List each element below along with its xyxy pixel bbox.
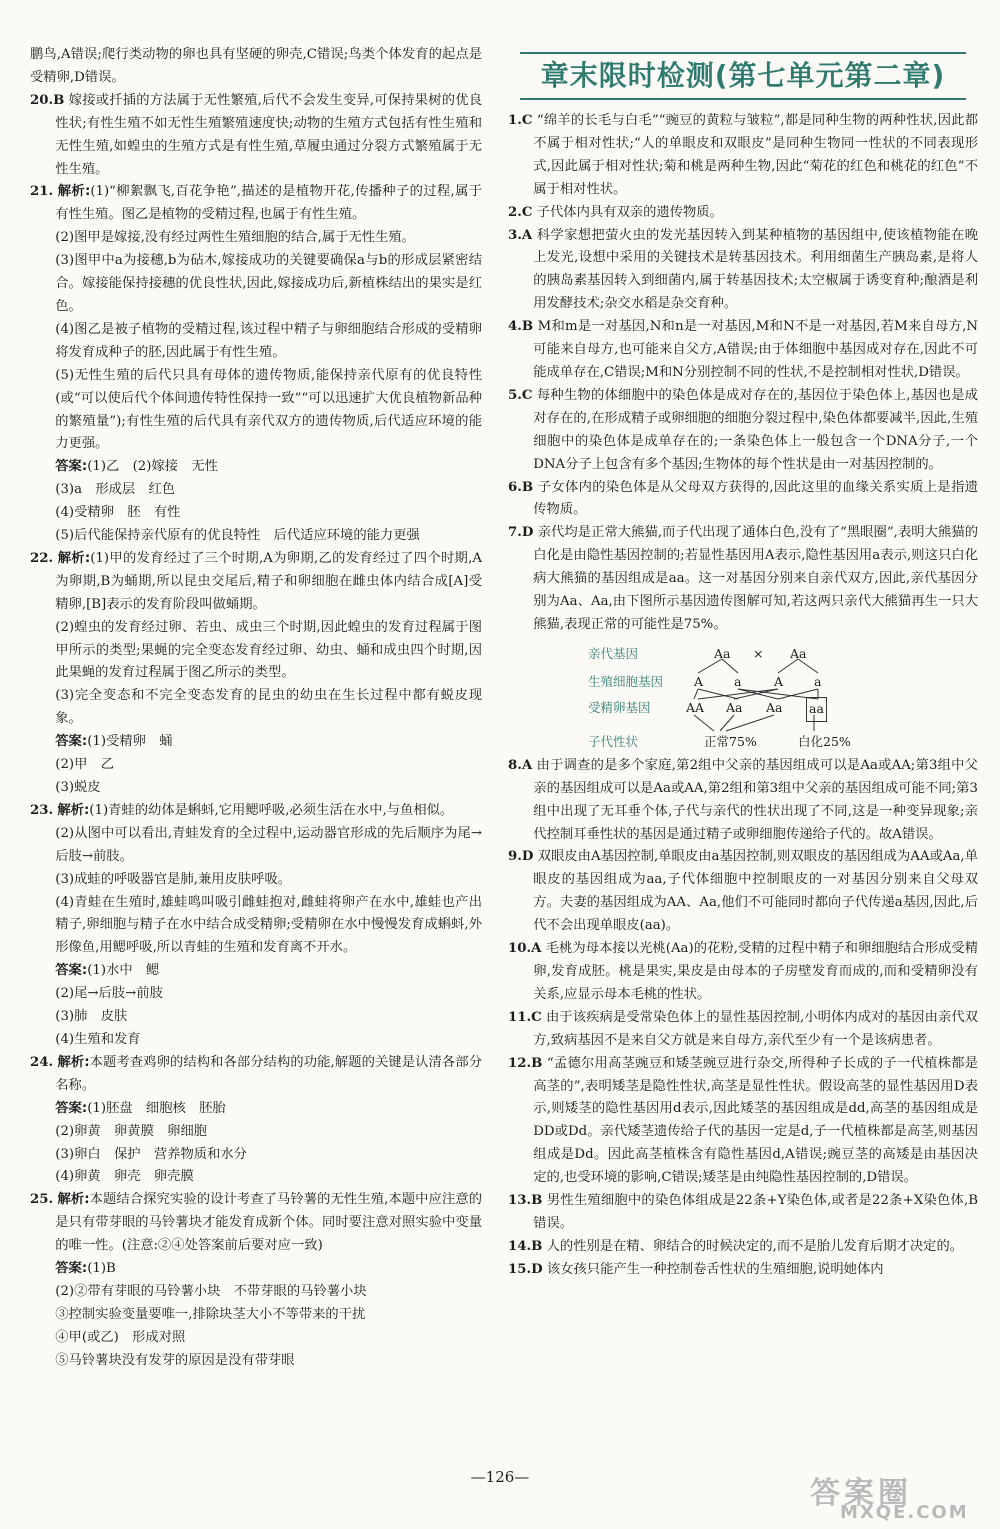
paragraph-text: (1)胚盘 细胞核 胚胎 xyxy=(87,1100,226,1116)
explanation-paragraph xyxy=(508,385,978,477)
question-number: 15.D xyxy=(508,1261,543,1277)
diagram-lines xyxy=(508,639,908,751)
diagram-zygote: aa xyxy=(806,697,827,722)
explanation-paragraph xyxy=(30,869,482,892)
question-number: 14.B xyxy=(508,1238,543,1254)
paragraph-text: (2)从图中可以看出,青蛙发育的全过程中,运动器官形成的先后顺序为尾→后肢→前肢。 xyxy=(55,825,482,864)
diagram-zygote: AA xyxy=(686,699,705,715)
answer-line xyxy=(30,1304,482,1327)
paragraph-text: (2)卵黄 卵黄膜 卵细胞 xyxy=(55,1123,208,1139)
paragraph-text: 科学家想把萤火虫的发光基因转入到某种植物的基因组中,使该植物能在晚上发光,设想中采用的关键技术是转基因技术。利用细菌生产胰岛素,是将人的胰岛素基因转入到细菌内,属于转基因技术;太空椒属于诱变育种;酿酒是利用发酵技术;杂交水稻是杂交育种。 xyxy=(533,227,978,312)
answer-line xyxy=(30,1098,482,1121)
explanation-paragraph xyxy=(30,685,482,731)
paragraph-text: 该女孩只能产生一种控制卷舌性状的生殖细胞,说明她体内 xyxy=(546,1261,884,1277)
explanation-paragraph xyxy=(30,250,482,319)
question-number: 7.D xyxy=(508,525,534,541)
paragraph-text: 子代体内具有双亲的遗传物质。 xyxy=(536,204,723,220)
paragraph-text: (4)青蛙在生殖时,雄蛙鸣叫吸引雌蛙抱对,雌蛙将卵产在水中,雄蛙也产出精子,卵细胞与精子在水中结合成受精卵;受精卵在水中慢慢发育成蝌蚪,外形像鱼,用鳃呼吸,所以青蛙的生殖和发育离不开水。 xyxy=(55,894,482,956)
explanation-paragraph xyxy=(30,800,482,823)
paragraph-text: (2)图甲是嫁接,没有经过两性生殖细胞的结合,属于无性生殖。 xyxy=(55,230,415,246)
paragraph-text: (5)无性生殖的后代只具有母体的遗传物质,能保持亲代原有的优良特性(或“可以使后代个体间遗传特性保持一致”“可以迅速扩大优良植物新品种的繁殖量”);有性生殖的后代具有亲代双方的遗传物质,后代适应环境的能力更强。 xyxy=(55,367,482,452)
question-number: 10.A xyxy=(508,941,542,957)
paragraph-text: 本题结合探究实验的设计考查了马铃薯的无性生殖,本题中应注意的是只有带芽眼的马铃薯块才能发育成新个体。同时要注意对照实验中变量的唯一性。(注意:②④处答案前后要对应一致) xyxy=(55,1192,482,1254)
diagram-gamete: A xyxy=(774,673,784,689)
question-number: 21. xyxy=(30,184,54,200)
explanation-paragraph xyxy=(30,823,482,869)
watermark-logo xyxy=(770,1468,990,1524)
paragraph-text: (1)水中 鳃 xyxy=(87,963,160,979)
question-number: 11.C xyxy=(508,1009,542,1025)
diagram-outcome: 白化25% xyxy=(798,733,851,749)
diagram-outcome: 正常75% xyxy=(704,733,757,749)
explanation-paragraph xyxy=(508,110,978,202)
paragraph-text: (3)肺 皮肤 xyxy=(55,1009,128,1025)
answer-line xyxy=(30,1029,482,1052)
answer-label: 答案: xyxy=(55,1261,88,1277)
explanation-paragraph xyxy=(508,755,978,847)
explanation-paragraph xyxy=(508,202,978,225)
explanation-paragraph xyxy=(30,181,482,227)
genetics-diagram xyxy=(508,639,978,751)
question-number: 12.B xyxy=(508,1055,543,1071)
answer-line xyxy=(30,456,482,479)
paragraph-text: 双眼皮由A基因控制,单眼皮由a基因控制,则双眼皮的基因组成为AA或Aa,单眼皮的基因组成为aa,子代体细胞中控制眼皮的一对基因分别来自父母双方。夫妻的基因组成为AA、Aa,他们不可能同时都向子代传递a基因,因此,后代不会出现单眼皮(aa)。 xyxy=(533,849,978,934)
explanation-paragraph xyxy=(30,617,482,686)
paragraph-text: (1)青蛙的幼体是蝌蚪,它用鳃呼吸,必须生活在水中,与鱼相似。 xyxy=(89,802,454,818)
explanation-paragraph xyxy=(508,938,978,1007)
diagram-zygote: Aa xyxy=(726,699,743,715)
paragraph-text: (3)完全变态和不完全变态发育的昆虫的幼虫在生长过程中都有蜕皮现象。 xyxy=(55,688,482,727)
diagram-arrow-line xyxy=(698,689,738,699)
explanation-paragraph xyxy=(30,319,482,365)
question-number: 8.A xyxy=(508,757,533,773)
explanation-paragraph xyxy=(508,1007,978,1053)
analysis-label: 解析: xyxy=(57,184,91,200)
answer-line xyxy=(30,1006,482,1029)
diagram-gamete: a xyxy=(734,673,742,689)
explanation-paragraph xyxy=(508,846,978,938)
answer-line xyxy=(30,1144,482,1167)
diagram-arrow-line xyxy=(698,689,778,699)
paragraph-text: 子女体内的染色体是从父母双方获得的,因此这里的血缘关系实质上是指遗传物质。 xyxy=(533,479,978,518)
diagram-row-label: 受精卵基因 xyxy=(588,699,651,715)
diagram-arrow-line xyxy=(722,659,738,673)
paragraph-text: (4)卵黄 卵壳 卵壳膜 xyxy=(55,1169,194,1185)
paragraph-text: (1)乙 (2)嫁接 无性 xyxy=(87,459,218,475)
diagram-cross-symbol: × xyxy=(753,645,764,661)
question-number: 3.A xyxy=(508,227,533,243)
paragraph-text: (2)②带有芽眼的马铃薯小块 不带芽眼的马铃薯小块 xyxy=(55,1283,367,1299)
diagram-arrow-line xyxy=(738,689,818,699)
diagram-gamete: a xyxy=(814,673,822,689)
explanation-paragraph xyxy=(508,1259,978,1282)
answer-line xyxy=(30,1258,482,1281)
paragraph-text: ⑤马铃薯块没有发芽的原因是没有带芽眼 xyxy=(55,1352,295,1368)
diagram-arrow-line xyxy=(694,715,714,731)
paragraph-text: 嫁接或扦插的方法属于无性繁殖,后代不会发生变异,可保持果树的优良性状;有性生殖不如无性生殖繁殖速度快;动物的生殖方式包括有性生殖和无性生殖,如蝗虫的生殖方式是有性生殖,草履虫通过分裂方式繁殖属于无性生殖。 xyxy=(55,92,482,177)
paragraph-text: 人的性别是在精、卵结合的时候决定的,而不是胎儿发育后期才决定的。 xyxy=(546,1238,964,1254)
question-number: 6.B xyxy=(508,479,534,495)
diagram-arrow-line xyxy=(698,659,722,673)
paragraph-text: (2)尾→后肢→前肢 xyxy=(55,986,163,1002)
answer-label: 答案: xyxy=(55,1100,88,1116)
diagram-arrow-line xyxy=(726,715,774,731)
paragraph-text: 亲代均是正常大熊猫,而子代出现了通体白色,没有了“黑眼圈”,表明大熊猫的白化是由隐性基因控制的;若显性基因用A表示,隐性基因用a表示,则这只白化病大熊猫的基因组成是aa。这一对基因分别来自亲代双方,因此,亲代基因分别为Aa、Aa,由下图所示基因遗传图解可知,若这两只亲代大熊猫再生一只大熊猫,表现正常的可能性是75%。 xyxy=(533,525,978,632)
explanation-paragraph xyxy=(508,316,978,385)
explanation-paragraph xyxy=(508,477,978,523)
question-number: 22. xyxy=(30,550,54,566)
diagram-row-label: 生殖细胞基因 xyxy=(588,673,664,689)
paragraph-text: (3)图甲中a为接穗,b为砧木,嫁接成功的关键要确保a与b的形成层紧密结合。嫁接能保持接穗的优良性状,因此,嫁接成功后,新植株结出的果实是红色。 xyxy=(55,253,482,314)
explanation-paragraph xyxy=(508,1236,978,1259)
paragraph-text: “绵羊的长毛与白毛”“豌豆的黄粒与皱粒”,都是同种生物的两种性状,因此都不属于相对性状;“人的单眼皮和双眼皮”是同种生物同一性状的不同表现形式,因此属于相对性状;菊和桃是两种生物,因此“菊花的红色和桃花的红色”不属于相对性状。 xyxy=(533,113,978,197)
paragraph-text: (3)成蛙的呼吸器官是肺,兼用皮肤呼吸。 xyxy=(55,871,292,887)
paragraph-text: 由于调查的是多个家庭,第2组中父亲的基因组成可以是Aa或AA;第3组中父亲的基因组成可以是Aa或AA,第2组和第3组中父亲的基因组成可能不同;第3组中出现了无耳垂个体,子代与亲代的性状出现了不同,这是一种变异现象;亲代控制耳垂性状的基因是通过精子或卵细胞传递给子代的。故A错误。 xyxy=(533,757,978,842)
paragraph-text: “孟德尔用高茎豌豆和矮茎豌豆进行杂交,所得种子长成的子一代植株都是高茎的”,表明矮茎是隐性性状,高茎是显性性状。假设高茎的显性基因用D表示,则矮茎的隐性基因用d表示,因此矮茎的基因组成是dd,高茎的基因组成是DD或Dd。亲代矮茎遗传给子代的基因一定是d,子一代植株都是高茎,则基因组成是Dd。因此高茎植株含有隐性基因d,A错误;豌豆茎的高矮是由基因决定的,也受环境的影响,C错误;矮茎是由纯隐性基因控制的,D错误。 xyxy=(533,1055,978,1186)
analysis-label: 解析: xyxy=(57,802,90,818)
analysis-label: 解析: xyxy=(57,550,91,566)
paragraph-text: (4)受精卵 胚 有性 xyxy=(55,505,181,521)
answer-line xyxy=(30,731,482,754)
paragraph-text: (1)甲的发育经过了三个时期,A为卵期,乙的发育经过了四个时期,A为卵期,B为蛹期,所以昆虫交尾后,精子和卵细胞在雌虫体内结合成[A]受精卵,[B]表示的发育阶段叫做蛹期。 xyxy=(55,550,482,612)
question-number: 4.B xyxy=(508,319,534,335)
paragraph-text: 每种生物的体细胞中的染色体是成对存在的,基因位于染色体上,基因也是成对存在的,在形成精子或卵细胞的细胞分裂过程中,染色体都要减半,因此,生殖细胞中的染色体是成单存在的;一条染色体上一般包含一个DNA分子,一个DNA分子上包含有多个基因;生物体的每个性状是由一对基因控制的。 xyxy=(533,387,979,472)
diagram-parent-genotype: Aa xyxy=(714,645,731,661)
explanation-paragraph xyxy=(30,365,482,457)
question-number: 23. xyxy=(30,802,54,818)
question-number: 24. xyxy=(30,1054,54,1070)
diagram-arrow-line xyxy=(778,689,818,699)
answer-line xyxy=(30,502,482,525)
answer-line xyxy=(30,1121,482,1144)
question-number: 5.C xyxy=(508,387,533,403)
explanation-paragraph xyxy=(30,548,482,617)
paragraph-text: 本题考查鸡卵的结构和各部分结构的功能,解题的关键是认清各部分名称。 xyxy=(55,1054,482,1093)
diagram-parent-genotype: Aa xyxy=(790,645,807,661)
answer-line xyxy=(30,1166,482,1189)
paragraph-text: ④甲(或乙) 形成对照 xyxy=(55,1329,186,1345)
answer-label: 答案: xyxy=(55,963,88,979)
explanation-paragraph xyxy=(30,44,482,90)
explanation-paragraph xyxy=(508,225,978,317)
answer-line xyxy=(30,1350,482,1373)
diagram-zygote: Aa xyxy=(766,699,783,715)
answer-line xyxy=(30,983,482,1006)
paragraph-text: (4)生殖和发育 xyxy=(55,1031,141,1047)
diagram-arrow-line xyxy=(798,659,818,673)
explanation-paragraph xyxy=(30,892,482,961)
explanation-paragraph xyxy=(508,522,978,637)
paragraph-text: (2)甲 乙 xyxy=(55,757,114,773)
answer-line xyxy=(30,960,482,983)
diagram-gamete: A xyxy=(694,673,704,689)
answer-line xyxy=(30,777,482,800)
answer-line xyxy=(30,1327,482,1350)
paragraph-text: 毛桃为母本接以光桃(Aa)的花粉,受精的过程中精子和卵细胞结合形成受精卵,发育成胚。桃是果实,果皮是由母本的子房壁发育而成的,而和受精卵没有关系,应显示母本毛桃的性状。 xyxy=(533,941,978,1002)
answer-line xyxy=(30,754,482,777)
question-number: 20.B xyxy=(30,92,65,108)
explanation-paragraph xyxy=(30,1052,482,1098)
paragraph-text: (1)“柳絮飘飞,百花争艳”,描述的是植物开花,传播种子的过程,属于有性生殖。图乙是植物的受精过程,也属于有性生殖。 xyxy=(55,184,482,223)
watermark-url: MXQE.COM xyxy=(840,1502,969,1523)
diagram-row-label: 亲代基因 xyxy=(588,645,639,661)
paragraph-text: (3)蜕皮 xyxy=(55,780,101,795)
question-number: 9.D xyxy=(508,849,534,865)
paragraph-text: (3)a 形成层 红色 xyxy=(55,482,176,498)
watermark-text: 答案圈 xyxy=(810,1476,912,1511)
paragraph-text: (5)后代能保持亲代原有的优良特性 后代适应环境的能力更强 xyxy=(55,528,420,544)
left-column xyxy=(30,44,482,1373)
question-number: 2.C xyxy=(508,204,533,220)
paragraph-text: ③控制实验变量要唯一,排除块茎大小不等带来的干扰 xyxy=(55,1306,366,1322)
paragraph-text: 由于该疾病是受常染色体上的显性基因控制,小明体内成对的基因由亲代双方,致病基因不是来自父方就是来自母方,亲代至少有一个是该病患者。 xyxy=(533,1009,978,1048)
diagram-arrow-line xyxy=(694,689,698,699)
question-number: 13.B xyxy=(508,1193,543,1209)
paragraph-text: (1)受精卵 蛹 xyxy=(87,734,173,750)
analysis-label: 解析: xyxy=(57,1054,90,1070)
paragraph-text: (1)B xyxy=(87,1261,116,1277)
question-number: 1.C xyxy=(508,113,533,128)
explanation-paragraph xyxy=(508,1053,978,1190)
explanation-paragraph xyxy=(508,1190,978,1236)
analysis-label: 解析: xyxy=(57,1192,90,1208)
answer-label: 答案: xyxy=(55,459,88,475)
paragraph-text: 鹏鸟,A错误;爬行类动物的卵也具有坚硬的卵壳,C错误;鸟类个体发育的起点是受精卵,D错误。 xyxy=(30,47,482,85)
explanation-paragraph xyxy=(30,227,482,250)
section-title: 章末限时检测(第七单元第二章) xyxy=(520,52,966,100)
paragraph-text: M和m是一对基因,N和n是一对基因,M和N不是一对基因,若M来自母方,N可能来自母方,也可能来自父方,A错误;由于体细胞中基因成对存在,因此不可能成单存在,C错误;M和N分别控制不同的性状,不是控制相对性状,D错误。 xyxy=(533,319,979,380)
paragraph-text: (4)图乙是被子植物的受精过程,该过程中精子与卵细胞结合形成的受精卵将发育成种子的胚,因此属于有性生殖。 xyxy=(55,321,482,360)
explanation-paragraph xyxy=(30,90,482,182)
answer-line xyxy=(30,525,482,548)
explanation-paragraph xyxy=(30,1189,482,1258)
diagram-arrow-line xyxy=(778,659,798,673)
right-column xyxy=(508,110,978,1282)
paragraph-text: 男性生殖细胞中的染色体组成是22条+Y染色体,或者是22条+X染色体,B错误。 xyxy=(533,1193,978,1231)
question-number: 25. xyxy=(30,1192,54,1208)
answer-line xyxy=(30,1281,482,1304)
diagram-row-label: 子代性状 xyxy=(588,733,639,749)
paragraph-text: (3)卵白 保护 营养物质和水分 xyxy=(55,1146,247,1162)
answer-label: 答案: xyxy=(55,734,88,750)
answer-line xyxy=(30,479,482,502)
page-number: —126— xyxy=(470,1468,530,1486)
paragraph-text: (2)蝗虫的发育经过卵、若虫、成虫三个时期,因此蝗虫的发育过程属于图甲所示的类型;果蝇的完全变态发育经过卵、幼虫、蛹和成虫四个时期,因此果蝇的发育过程属于图乙所示的类型。 xyxy=(55,619,482,681)
